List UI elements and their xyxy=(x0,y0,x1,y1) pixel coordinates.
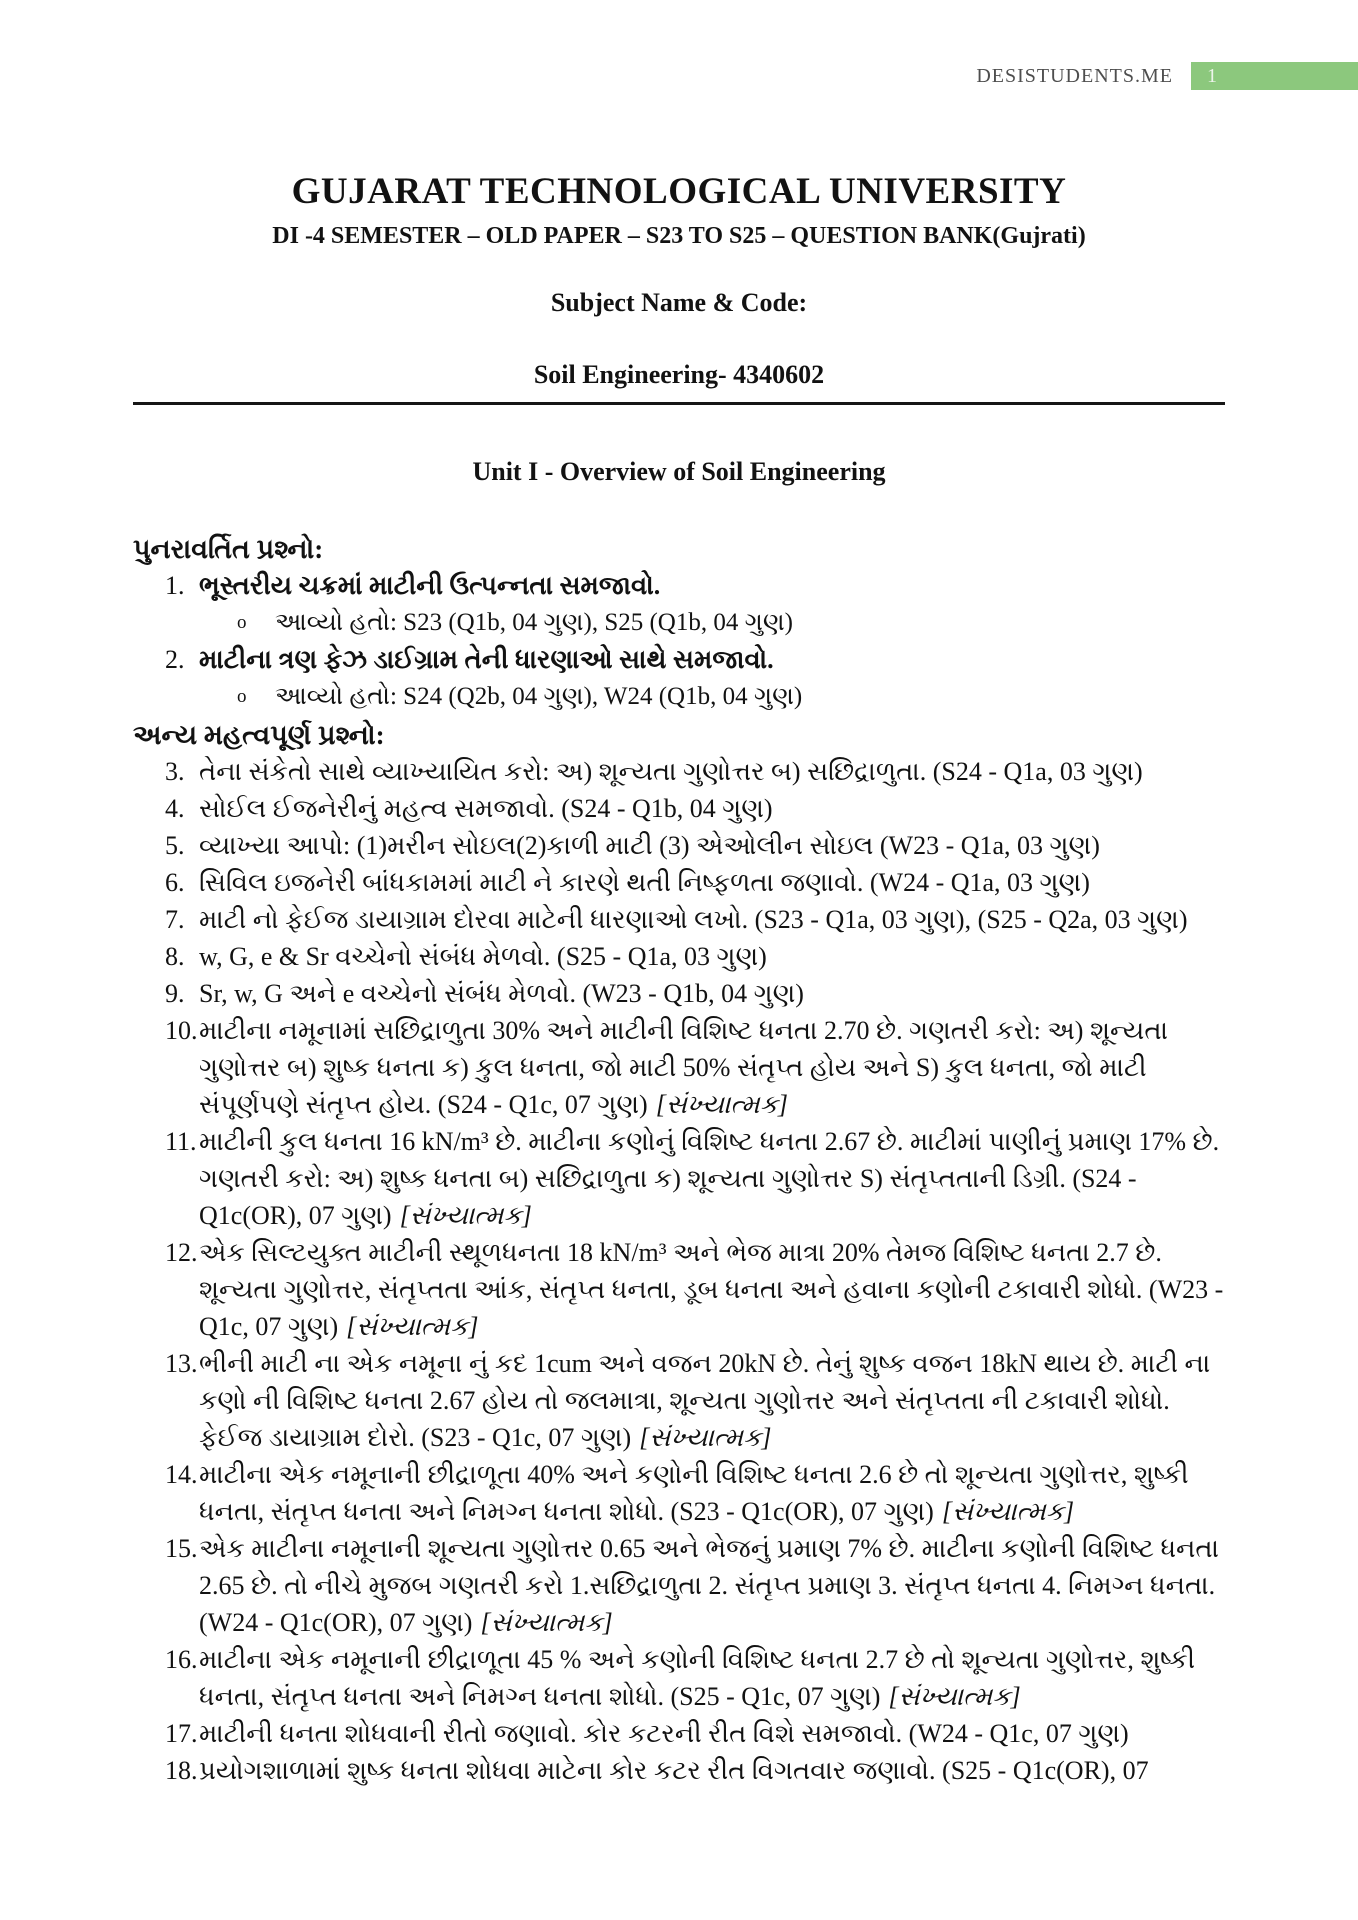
question-item xyxy=(133,1641,1225,1715)
question-item xyxy=(133,1234,1225,1345)
question-text-main: Sr, w, G અને e વચ્ચેનો સંબંધ મેળવો. (W23 - Q1b, 04 ગુણ) xyxy=(199,979,804,1008)
numerical-tag: [સંખ્યાત્મક] xyxy=(888,1682,1021,1711)
question-number: 11. xyxy=(165,1127,197,1156)
question-number: 16. xyxy=(165,1645,198,1674)
question-text-main: ભૂસ્તરીય ચક્રમાં માટીની ઉત્પન્નતા સમજાવો. xyxy=(199,571,661,600)
question-item xyxy=(133,938,1225,975)
page-header xyxy=(976,62,1358,90)
numerical-tag: [સંખ્યાત્મક] xyxy=(655,1090,789,1119)
question-text xyxy=(199,790,1225,827)
question-item xyxy=(133,1530,1225,1641)
question-number: 18. xyxy=(165,1756,198,1785)
question-text xyxy=(199,901,1225,938)
question-text xyxy=(199,938,1225,975)
question-text-main: પ્રયોગશાળામાં શુષ્ક ધનતા શોધવા માટેના કોર કટર રીત વિગતવાર જણાવો. (S25 - Q1c(OR), 07 xyxy=(199,1756,1149,1785)
page-number-badge: 1 xyxy=(1191,62,1358,90)
question-text xyxy=(199,1345,1225,1456)
question-number: 6. xyxy=(165,868,185,897)
repeated-questions-list xyxy=(133,567,1225,715)
question-text-main: માટીની કુલ ધનતા 16 kN/m³ છે. માટીના કણોનું વિશિષ્ટ ધનતા 2.67 છે. માટીમાં પાણીનું પ્રમાણ 17% છે. ગણતરી કરો: અ) શુષ્ક ધનતા બ) સછિદ્રાળુતા ક) શૂન્યતા ગુણોત્તર S) સંતૃપ્તતાની ડિગ્રી. (S24 - Q1c(OR), 07 ગુણ) xyxy=(199,1127,1220,1230)
title-block xyxy=(133,0,1225,390)
question-text-main: માટીના ત્રણ ફેઝ ડાઈગ્રામ તેની ધારણાઓ સાથે સમજાવો. xyxy=(199,645,774,674)
question-text-main: વ્યાખ્યા આપો: (1)મરીન સોઇલ(2)કાળી માટી (3) એઓલીન સોઇલ (W23 - Q1a, 03 ગુણ) xyxy=(199,831,1100,860)
question-item xyxy=(133,567,1225,604)
question-item xyxy=(133,1715,1225,1752)
question-text-main: w, G, e & Sr વચ્ચેનો સંબંધ મેળવો. (S25 - Q1a, 03 ગુણ) xyxy=(199,942,767,971)
question-item xyxy=(133,1345,1225,1456)
question-text xyxy=(199,1752,1225,1789)
question-item xyxy=(133,753,1225,790)
question-text xyxy=(199,641,1225,678)
other-questions-heading: અન્ય મહત્વપૂર્ણ પ્રશ્નો: xyxy=(133,720,385,750)
occurrence-text: આવ્યો હતો: S23 (Q1b, 04 ગુણ), S25 (Q1b, 04 ગુણ) xyxy=(275,609,793,636)
question-text xyxy=(199,827,1225,864)
question-number: 10. xyxy=(165,1016,198,1045)
numerical-tag: [સંખ્યાત્મક] xyxy=(399,1201,532,1230)
question-text-main: માટી નો ફેઈજ ડાયાગ્રામ દોરવા માટેની ધારણાઓ લખો. (S23 - Q1a, 03 ગુણ), (S25 - Q2a, 03 ગુણ) xyxy=(199,905,1188,934)
question-text-main: સિવિલ ઇજનેરી બાંધકામમાં માટી ને કારણે થતી નિષ્ફળતા જણાવો. (W24 - Q1a, 03 ગુણ) xyxy=(199,868,1090,897)
subject-label: Subject Name & Code: xyxy=(550,288,808,317)
question-text xyxy=(199,753,1225,790)
question-item xyxy=(133,864,1225,901)
question-number: 15. xyxy=(165,1534,198,1563)
question-occurrence xyxy=(133,604,1225,641)
occurrence-text: આવ્યો હતો: S24 (Q2b, 04 ગુણ), W24 (Q1b, 04 ગુણ) xyxy=(275,683,803,710)
question-text-main: એક માટીના નમૂનાની શૂન્યતા ગુણોત્તર 0.65 અને ભેજનું પ્રમાણ 7% છે. માટીના કણોની વિશિષ્ટ ધનતા 2.65 છે. તો નીચે મુજબ ગણતરી કરો 1.સછિદ્રાળુતા 2. સંતૃપ્ત પ્રમાણ 3. સંતૃપ્ત ધનતા 4. નિમગ્ન ધનતા. (W24 - Q1c(OR), 07 ગુણ) xyxy=(199,1534,1220,1637)
question-number: 2. xyxy=(165,645,185,674)
question-number: 4. xyxy=(165,794,185,823)
question-text xyxy=(199,975,1225,1012)
question-text xyxy=(199,1123,1225,1234)
question-number: 7. xyxy=(165,905,185,934)
repeated-questions-heading: પુનરાવર્તિત પ્રશ્નો: xyxy=(133,534,324,564)
question-number: 13. xyxy=(165,1349,198,1378)
unit-heading: Unit I - Overview of Soil Engineering xyxy=(472,457,886,486)
question-item xyxy=(133,641,1225,678)
question-text-main: ભીની માટી ના એક નમૂના નું કદ 1cum અને વજન 20kN છે. તેનું શુષ્ક વજન 18kN થાય છે. માટી ના કણો ની વિશિષ્ટ ધનતા 2.67 હોય તો જલમાત્રા, શૂન્યતા ગુણોત્તર અને સંતૃપ્તતા ની ટકાવારી શોધો. ફેઈજ ડાયાગ્રામ દોરો. (S23 - Q1c, 07 ગુણ) xyxy=(199,1349,1211,1452)
question-text xyxy=(199,1530,1225,1641)
university-title: GUJARAT TECHNOLOGICAL UNIVERSITY xyxy=(291,171,1067,212)
question-item xyxy=(133,975,1225,1012)
subject-name: Soil Engineering- 4340602 xyxy=(533,360,825,389)
question-number: 1. xyxy=(165,571,185,600)
circle-bullet: o xyxy=(237,686,247,707)
question-text xyxy=(199,567,1225,604)
question-text xyxy=(199,1641,1225,1715)
question-number: 3. xyxy=(165,757,185,786)
numerical-tag: [સંખ્યાત્મક] xyxy=(941,1497,1075,1526)
question-text-main: માટીના નમૂનામાં સછિદ્રાળુતા 30% અને માટીની વિશિષ્ટ ધનતા 2.70 છે. ગણતરી કરો: અ) શૂન્યતા ગુણોત્તર બ) શુષ્ક ધનતા ક) કુલ ધનતા, જો માટી 50% સંતૃપ્ત હોય અને S) કુલ ધનતા, જો માટી સંપૂર્ણપણે સંતૃપ્ત હોય. (S24 - Q1c, 07 ગુણ) xyxy=(199,1016,1168,1119)
circle-bullet: o xyxy=(237,612,247,633)
question-text xyxy=(199,1012,1225,1123)
numerical-tag: [સંખ્યાત્મક] xyxy=(346,1312,479,1341)
question-text-main: સોઈલ ઈજનેરીનું મહત્વ સમજાવો. (S24 - Q1b, 04 ગુણ) xyxy=(199,794,773,823)
question-item xyxy=(133,1012,1225,1123)
question-number: 17. xyxy=(165,1719,198,1748)
question-text-main: માટીના એક નમૂનાની છીદ્રાળૂતા 40% અને કણોની વિશિષ્ટ ધનતા 2.6 છે તો શૂન્યતા ગુણોત્તર, શુષ્કી ધનતા, સંતૃપ્ત ધનતા અને નિમગ્ન ધનતા શોધો. (S23 - Q1c(OR), 07 ગુણ) xyxy=(199,1460,1189,1526)
question-text xyxy=(199,864,1225,901)
question-number: 14. xyxy=(165,1460,198,1489)
question-item xyxy=(133,901,1225,938)
question-number: 8. xyxy=(165,942,185,971)
question-text-main: તેના સંકેતો સાથે વ્યાખ્યાયિત કરો: અ) શૂન્યતા ગુણોત્તર બ) સછિદ્રાળુતા. (S24 - Q1a, 03 ગુણ) xyxy=(199,757,1143,786)
question-number: 5. xyxy=(165,831,185,860)
question-item xyxy=(133,1456,1225,1530)
question-occurrence xyxy=(133,678,1225,715)
question-number: 9. xyxy=(165,979,185,1008)
question-text-main: માટીના એક નમૂનાની છીદ્રાળૂતા 45 % અને કણોની વિશિષ્ટ ધનતા 2.7 છે તો શૂન્યતા ગુણોત્તર, શુષ્કી ધનતા, સંતૃપ્ત ધનતા અને નિમગ્ન ધનતા શોધો. (S25 - Q1c, 07 ગુણ) xyxy=(199,1645,1196,1711)
question-item xyxy=(133,1123,1225,1234)
other-questions-list xyxy=(133,753,1225,1789)
horizontal-rule xyxy=(133,402,1225,405)
question-text xyxy=(199,1456,1225,1530)
question-text xyxy=(199,1715,1225,1752)
question-item xyxy=(133,1752,1225,1789)
numerical-tag: [સંખ્યાત્મક] xyxy=(639,1423,772,1452)
question-text xyxy=(199,1234,1225,1345)
site-watermark: DESISTUDENTS.ME xyxy=(976,64,1173,87)
numerical-tag: [સંખ્યાત્મક] xyxy=(480,1608,613,1637)
question-item xyxy=(133,790,1225,827)
paper-subtitle: DI -4 SEMESTER – OLD PAPER – S23 TO S25 – QUESTION BANK(Gujrati) xyxy=(272,223,1086,249)
question-text-main: માટીની ધનતા શોધવાની રીતો જણાવો. કોર કટરની રીત વિશે સમજાવો. (W24 - Q1c, 07 ગુણ) xyxy=(199,1719,1129,1748)
question-text-main: એક સિલ્ટયુક્ત માટીની સ્થૂળધનતા 18 kN/m³ અને ભેજ માત્રા 20% તેમજ વિશિષ્ટ ધનતા 2.7 છે. શૂન્યતા ગુણોત્તર, સંતૃપ્તતા આંક, સંતૃપ્ત ધનતા, ડૂબ ધનતા અને હવાના કણોની ટકાવારી શોધો. (W23 - Q1c, 07 ગુણ) xyxy=(199,1238,1224,1341)
question-item xyxy=(133,827,1225,864)
question-number: 12. xyxy=(165,1238,198,1267)
